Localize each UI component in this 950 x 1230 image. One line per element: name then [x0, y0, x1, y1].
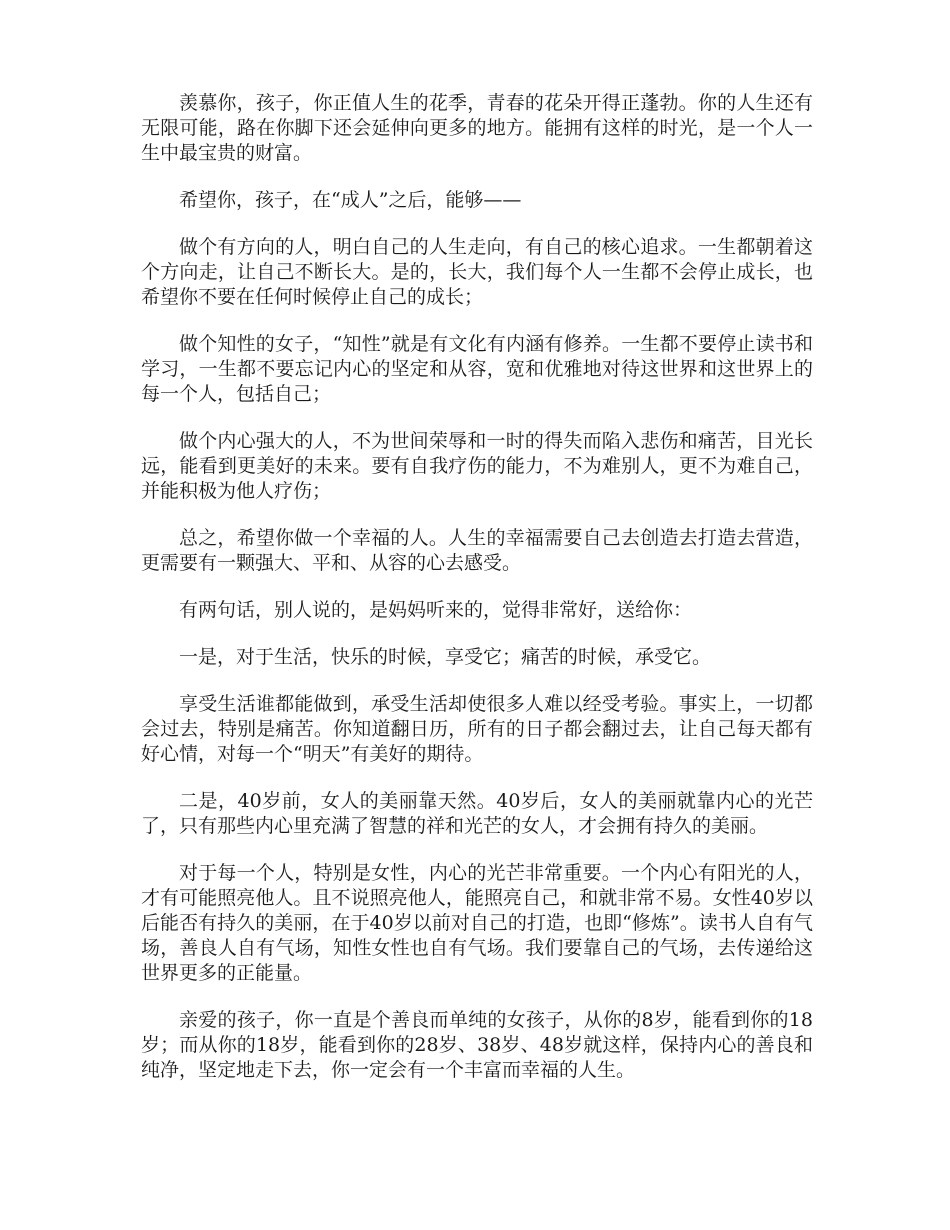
paragraph: 一是，对于生活，快乐的时候，享受它；痛苦的时候，承受它。 — [179, 646, 712, 668]
paragraph: 有两句话，别人说的，是妈妈听来的，觉得非常好，送给你： — [179, 599, 693, 621]
paragraph: 总之，希望你做一个幸福的人。人生的幸福需要自己去创造去打造去营造，更需要有一颗强大、平和、从容的心去感受。 — [141, 527, 813, 574]
paragraph: 希望你，孩子，在“成人”之后，能够—— — [179, 189, 522, 211]
paragraph: 二是，40岁前，女人的美丽靠天然。40岁后，女人的美丽就靠内心的光芒了，只有那些内心里充满了智慧的祥和光芒的女人，才会拥有持久的美丽。 — [141, 790, 813, 837]
paragraph: 享受生活谁都能做到，承受生活却使很多人难以经受考验。事实上，一切都会过去，特别是痛苦。你知道翻日历，所有的日子都会翻过去，让自己每天都有好心情，对每一个“明天”有美好的期待。 — [141, 693, 813, 765]
paragraph: 做个有方向的人，明白自己的人生走向，有自己的核心追求。一生都朝着这个方向走，让自己不断长大。是的，长大，我们每个人一生都不会停止成长，也希望你不要在任何时候停止自己的成长； — [141, 236, 813, 308]
paragraph: 对于每一个人，特别是女性，内心的光芒非常重要。一个内心有阳光的人，才有可能照亮他人。且不说照亮他人，能照亮自己，和就非常不易。女性40岁以后能否有持久的美丽，在于40岁以前对自己的打造，也即“修炼”。读书人自有气场，善良人自有气场，知性女性也自有气场。我们要靠自己的气场，去传递给这世界更多的正能量。 — [141, 862, 813, 984]
paragraph: 羡慕你，孩子，你正值人生的花季，青春的花朵开得正蓬勃。你的人生还有无限可能，路在你脚下还会延伸向更多的地方。能拥有这样的时光，是一个人一生中最宝贵的财富。 — [141, 92, 813, 164]
paragraph: 做个知性的女子，“知性”就是有文化有内涵有修养。一生都不要停止读书和学习，一生都不要忘记内心的坚定和从容，宽和优雅地对待这世界和这世界上的每一个人，包括自己； — [141, 333, 813, 405]
paragraph: 亲爱的孩子，你一直是个善良而单纯的女孩子，从你的8岁，能看到你的18岁；而从你的18岁，能看到你的28岁、38岁、48岁就这样，保持内心的善良和纯净，坚定地走下去，你一定会有一个丰富而幸福的人生。 — [141, 1009, 813, 1081]
paragraph: 做个内心强大的人，不为世间荣辱和一时的得失而陷入悲伤和痛苦，目光长远，能看到更美好的未来。要有自我疗伤的能力，不为难别人，更不为难自己，并能积极为他人疗伤； — [141, 430, 813, 502]
letter-body — [141, 91, 813, 1105]
